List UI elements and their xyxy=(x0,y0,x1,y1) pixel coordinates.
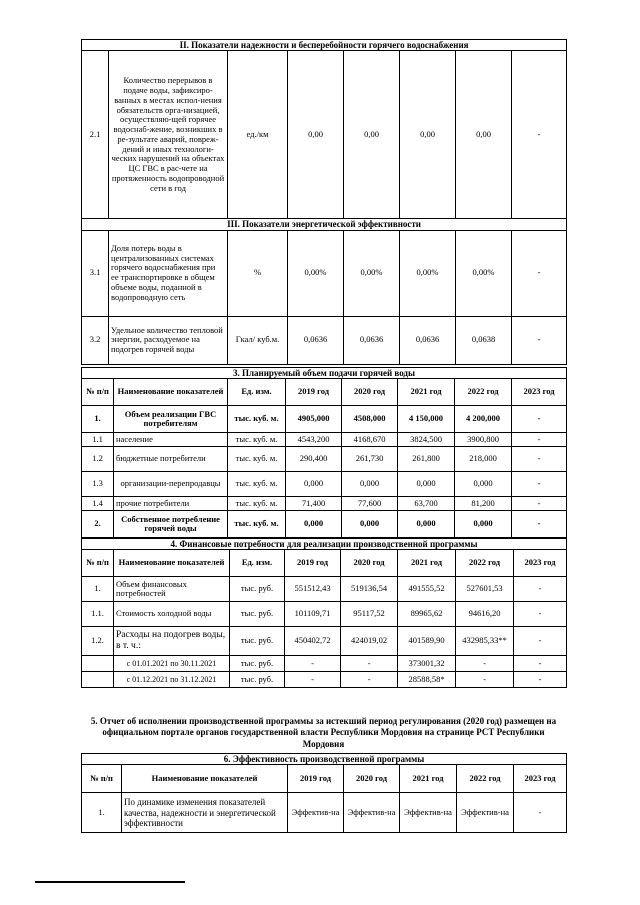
value: Эффектив-на xyxy=(288,793,344,833)
value: - xyxy=(512,230,567,316)
header-row xyxy=(82,765,567,793)
value: 491555,52 xyxy=(398,577,456,602)
indicator-name: Объем реализации ГВС потребителям xyxy=(114,406,228,433)
value: 4168,670 xyxy=(342,433,398,447)
value: 3824,500 xyxy=(398,433,455,447)
section-title: III. Показатели энергетической эффективности xyxy=(82,219,567,230)
value: 519136,54 xyxy=(341,577,398,602)
indicator-name: с 01.01.2021 по 30.11.2021 xyxy=(114,656,230,672)
program-efficiency-table xyxy=(81,753,567,833)
col-year: 2023 год xyxy=(512,379,567,406)
value: 0,0636 xyxy=(344,316,400,364)
col-year: 2019 год xyxy=(285,550,341,577)
value: 0,000 xyxy=(286,472,342,497)
value: 0,00 xyxy=(400,51,456,219)
value: 89965,62 xyxy=(398,602,456,627)
section-5-report-note: 5. Отчет об исполнении производственной программы за истекший период регулирования (2020 год) размещен на официальном портале органов государственной власти Республики Мордовия на странице РСТ Республики Мордовия xyxy=(90,716,557,749)
col-unit: Ед. изм. xyxy=(228,379,286,406)
row-number: 1.3 xyxy=(82,472,114,497)
value: 0,000 xyxy=(342,511,398,538)
indicator-name: с 01.12.2021 по 31.12.2021 xyxy=(114,672,230,688)
value: 0,000 xyxy=(286,511,342,538)
value: 0,00 xyxy=(344,51,400,219)
unit: тыс. руб. xyxy=(230,656,285,672)
col-number: № п/п xyxy=(82,765,122,793)
financial-needs-table xyxy=(81,538,567,688)
unit: тыс. руб. xyxy=(230,627,285,656)
col-year: 2019 год xyxy=(288,765,344,793)
unit: тыс. куб. м. xyxy=(228,472,286,497)
table-row xyxy=(82,433,567,447)
row-number: 1.4 xyxy=(82,497,114,511)
value: 450402,72 xyxy=(285,627,341,656)
value: Эффектив-на xyxy=(344,793,400,833)
col-name: Наименование показателей xyxy=(114,550,230,577)
unit: тыс. куб. м. xyxy=(228,433,286,447)
table-row xyxy=(82,672,567,688)
table-row xyxy=(82,406,567,433)
value: - xyxy=(512,447,567,472)
row-number: 1.1. xyxy=(82,602,114,627)
value: - xyxy=(285,656,341,672)
table-row xyxy=(82,316,567,364)
indicator-name: Количество перерывов в подаче воды, зафиксиро-ванных в местах испол-нения обязательств орга-низацией, осуществляю-щей горячее водоснаб-жение, возникших в ре-зультате аварий, повреж-дений и иных технологи-ческих нарушений на объектах ЦС ГВС в рас-чете на протяженность водопроводной сети в год xyxy=(109,51,228,219)
value: - xyxy=(514,627,567,656)
value: - xyxy=(514,793,567,833)
value: 0,000 xyxy=(455,472,512,497)
table-row xyxy=(82,497,567,511)
header-row xyxy=(82,550,567,577)
value: 63,700 xyxy=(398,497,455,511)
value: 94616,20 xyxy=(456,602,514,627)
col-year: 2020 год xyxy=(342,379,398,406)
value: 0,00% xyxy=(288,230,344,316)
unit: тыс. куб. м. xyxy=(228,447,286,472)
value: - xyxy=(512,511,567,538)
unit: тыс. куб. м. xyxy=(228,511,286,538)
col-year: 2020 год xyxy=(344,765,400,793)
value: - xyxy=(514,602,567,627)
row-number: 2. xyxy=(82,511,114,538)
value: 0,000 xyxy=(398,472,455,497)
indicator-name: Стоимость холодной воды xyxy=(114,602,230,627)
row-number: 1.2 xyxy=(82,447,114,472)
col-number: № п/п xyxy=(82,379,114,406)
table-row xyxy=(82,230,567,316)
value: 290,400 xyxy=(286,447,342,472)
row-number: 1.1 xyxy=(82,433,114,447)
value: - xyxy=(285,672,341,688)
indicator-name: Удельное количество тепловой энергии, расходуемое на подогрев горячей воды xyxy=(109,316,228,364)
value: 261,800 xyxy=(398,447,455,472)
value: - xyxy=(514,577,567,602)
value: Эффектив-на xyxy=(400,793,457,833)
value: 101109,71 xyxy=(285,602,341,627)
value: - xyxy=(341,656,398,672)
col-year: 2023 год xyxy=(514,765,567,793)
value: 373001,32 xyxy=(398,656,456,672)
value: - xyxy=(512,51,567,219)
unit: % xyxy=(228,230,288,316)
row-number xyxy=(82,656,114,672)
value: 0,00% xyxy=(400,230,456,316)
unit: тыс. руб. xyxy=(230,672,285,688)
value: - xyxy=(456,656,514,672)
planned-volume-table xyxy=(81,367,567,538)
table-row xyxy=(82,511,567,538)
row-number: 3.1 xyxy=(82,230,109,316)
value: 432985,33** xyxy=(456,627,514,656)
value: 4543,200 xyxy=(286,433,342,447)
section-title: 3. Планируемый объем подачи горячей воды xyxy=(82,368,567,379)
col-year: 2021 год xyxy=(398,550,456,577)
value: 71,400 xyxy=(286,497,342,511)
col-number: № п/п xyxy=(82,550,114,577)
value: - xyxy=(514,656,567,672)
value: - xyxy=(512,472,567,497)
header-row xyxy=(82,379,567,406)
value: 0,00 xyxy=(288,51,344,219)
indicator-name: население xyxy=(114,433,228,447)
value: 0,0636 xyxy=(400,316,456,364)
footnote-divider xyxy=(35,881,185,883)
col-name: Наименование показателей xyxy=(122,765,288,793)
indicator-name: Доля потерь воды в централизованных системах горячего водоснабжения при ее транспортировке в общем объеме воды, поданной в водопроводную сеть xyxy=(109,230,228,316)
value: 527601,53 xyxy=(456,577,514,602)
value: 261,730 xyxy=(342,447,398,472)
value: 77,600 xyxy=(342,497,398,511)
indicator-name: прочие потребители xyxy=(114,497,228,511)
row-number: 1.2. xyxy=(82,627,114,656)
value: - xyxy=(512,406,567,433)
table-row xyxy=(82,472,567,497)
value: 3900,800 xyxy=(455,433,512,447)
value: 0,0636 xyxy=(288,316,344,364)
col-year: 2023 год xyxy=(514,550,567,577)
value: 28588,58* xyxy=(398,672,456,688)
section-title: II. Показатели надежности и бесперебойности горячего водоснабжения xyxy=(82,40,567,51)
col-year: 2021 год xyxy=(400,765,457,793)
value: 0,0638 xyxy=(456,316,512,364)
value: - xyxy=(456,672,514,688)
section-title: 4. Финансовые потребности для реализации производственной программы xyxy=(82,539,567,550)
value: 4508,000 xyxy=(342,406,398,433)
table-row xyxy=(82,447,567,472)
value: 81,200 xyxy=(455,497,512,511)
col-year: 2022 год xyxy=(456,550,514,577)
value: 0,00% xyxy=(344,230,400,316)
row-number: 1. xyxy=(82,793,122,833)
table-row xyxy=(82,51,567,219)
value: 4 200,000 xyxy=(455,406,512,433)
unit: тыс. руб. xyxy=(230,577,285,602)
unit: ед./км xyxy=(228,51,288,219)
value: 95117,52 xyxy=(341,602,398,627)
indicator-name: Расходы на подогрев воды, в т. ч.: xyxy=(114,627,230,656)
value: - xyxy=(512,316,567,364)
value: 0,00 xyxy=(456,51,512,219)
section-title: 6. Эффективность производственной программы xyxy=(82,754,567,765)
col-year: 2020 год xyxy=(341,550,398,577)
indicator-name: Объем финансовых потребностей xyxy=(114,577,230,602)
unit: тыс. руб. xyxy=(230,602,285,627)
value: 0,000 xyxy=(455,511,512,538)
value: - xyxy=(512,497,567,511)
table-row xyxy=(82,793,567,833)
table-row xyxy=(82,656,567,672)
value: 0,000 xyxy=(342,472,398,497)
indicator-name: По динамике изменения показателей качества, надежности и энергетической эффективности xyxy=(122,793,288,833)
value: 4905,000 xyxy=(286,406,342,433)
value: - xyxy=(514,672,567,688)
indicator-name: Собственное потребление горячей воды xyxy=(114,511,228,538)
value: 0,00% xyxy=(456,230,512,316)
col-unit: Ед. изм. xyxy=(230,550,285,577)
value: 218,000 xyxy=(455,447,512,472)
table-row xyxy=(82,577,567,602)
unit: Гкал/ куб.м. xyxy=(228,316,288,364)
unit: тыс. куб. м. xyxy=(228,406,286,433)
row-number: 3.2 xyxy=(82,316,109,364)
col-year: 2022 год xyxy=(457,765,514,793)
value: 401589,90 xyxy=(398,627,456,656)
row-number: 1. xyxy=(82,577,114,602)
col-year: 2022 год xyxy=(455,379,512,406)
value: 551512,43 xyxy=(285,577,341,602)
row-number: 1. xyxy=(82,406,114,433)
value: Эффектив-на xyxy=(457,793,514,833)
value: 0,000 xyxy=(398,511,455,538)
table-row xyxy=(82,602,567,627)
col-year: 2021 год xyxy=(398,379,455,406)
col-year: 2019 год xyxy=(286,379,342,406)
reliability-efficiency-table xyxy=(81,39,567,365)
row-number: 2.1 xyxy=(82,51,109,219)
value: 424019,02 xyxy=(341,627,398,656)
row-number xyxy=(82,672,114,688)
col-name: Наименование показателей xyxy=(114,379,228,406)
value: - xyxy=(341,672,398,688)
indicator-name: организации-перепродавцы xyxy=(114,472,228,497)
indicator-name: бюджетные потребители xyxy=(114,447,228,472)
unit: тыс. куб. м. xyxy=(228,497,286,511)
value: 4 150,000 xyxy=(398,406,455,433)
value: - xyxy=(512,433,567,447)
table-row xyxy=(82,627,567,656)
